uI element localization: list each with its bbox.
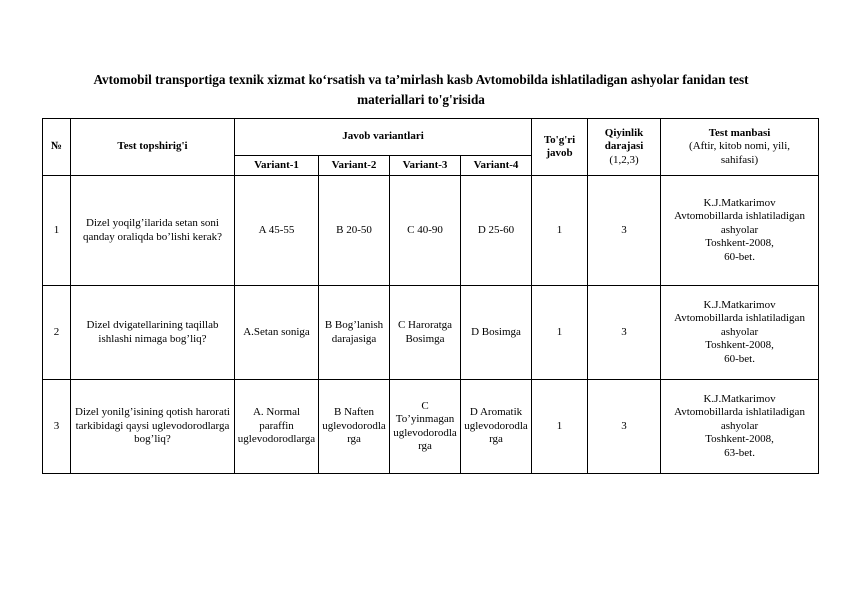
row-correct: 1 (532, 176, 588, 286)
row-difficulty: 3 (588, 286, 661, 380)
row-source (661, 380, 819, 474)
row-variant-3: C 40-90 (390, 176, 461, 286)
row-correct: 1 (532, 380, 588, 474)
header-source-line-2: (Aftir, kitob nomi, yili, (689, 140, 791, 153)
source-page: 63-bet. (724, 446, 755, 459)
row-variant-1: A.Setan soniga (235, 286, 319, 380)
table-row (43, 380, 819, 474)
test-table (42, 118, 819, 474)
source-page: 60-bet. (724, 250, 755, 263)
row-variant-2: B 20-50 (319, 176, 390, 286)
row-variant-4: D Bosimga (461, 286, 532, 380)
source-city: Toshkent-2008, (705, 237, 774, 250)
title-line-2: materiallari to'g'risida (357, 92, 485, 107)
header-correct-line-1: To'g'ri (543, 133, 576, 146)
row-question: Dizel dvigatellarining taqillab ishlashi nimaga bog’liq? (71, 286, 235, 380)
header-row (43, 119, 819, 156)
row-variant-4: D 25-60 (461, 176, 532, 286)
header-difficulty-line-1: Qiyinlik (604, 126, 644, 139)
header-variant-1: Variant-1 (235, 156, 319, 176)
row-num: 2 (43, 286, 71, 380)
row-variant-2: B Naften uglevodorodlarga (319, 380, 390, 474)
row-variant-3: C To’yinmagan uglevodorodlarga (390, 380, 461, 474)
header-correct (532, 119, 588, 176)
source-city: Toshkent-2008, (705, 339, 774, 352)
row-question: Dizel yonilg’isining qotish harorati tarkibidagi qaysi uglevodorodlarga bog’liq? (71, 380, 235, 474)
source-author: K.J.Matkarimov (703, 196, 776, 209)
row-source (661, 286, 819, 380)
row-source (661, 176, 819, 286)
row-question: Dizel yoqilg’ilarida setan soni qanday oraliqda bo’lishi kerak? (71, 176, 235, 286)
row-num: 3 (43, 380, 71, 474)
source-book: Avtomobillarda ishlatiladigan ashyolar (674, 406, 805, 432)
source-city: Toshkent-2008, (705, 433, 774, 446)
row-variant-2: B Bog’lanish darajasiga (319, 286, 390, 380)
source-book: Avtomobillarda ishlatiladigan ashyolar (674, 210, 805, 236)
source-page: 60-bet. (724, 352, 755, 365)
row-difficulty: 3 (588, 176, 661, 286)
document-title (60, 70, 782, 110)
header-num: № (43, 119, 71, 176)
row-variant-1: A 45-55 (235, 176, 319, 286)
row-num: 1 (43, 176, 71, 286)
row-difficulty: 3 (588, 380, 661, 474)
table-row (43, 286, 819, 380)
source-book: Avtomobillarda ishlatiladigan ashyolar (674, 312, 805, 338)
row-variant-1: A. Normal paraffin uglevodorodlarga (235, 380, 319, 474)
header-difficulty-line-2: darajasi (604, 140, 644, 153)
table-row (43, 176, 819, 286)
source-author: K.J.Matkarimov (703, 392, 776, 405)
header-difficulty-line-3: (1,2,3) (609, 153, 639, 166)
header-variant-4: Variant-4 (461, 156, 532, 176)
row-correct: 1 (532, 286, 588, 380)
header-difficulty (588, 119, 661, 176)
header-task: Test topshirig'i (71, 119, 235, 176)
header-source-line-1: Test manbasi (708, 126, 771, 139)
header-correct-line-2: javob (546, 147, 573, 159)
header-variant-3: Variant-3 (390, 156, 461, 176)
title-line-1: Avtomobil transportiga texnik xizmat ko‘rsatish va ta’mirlash kasb Avtomobilda ishlatiladigan ashyolar fanidan test (93, 72, 749, 87)
row-variant-3: C Haroratga Bosimga (390, 286, 461, 380)
header-source-line-3: sahifasi) (720, 153, 759, 166)
header-source (661, 119, 819, 176)
header-variant-2: Variant-2 (319, 156, 390, 176)
row-variant-4: D Aromatik uglevodorodlarga (461, 380, 532, 474)
source-author: K.J.Matkarimov (703, 298, 776, 311)
header-answers: Javob variantlari (235, 119, 532, 156)
